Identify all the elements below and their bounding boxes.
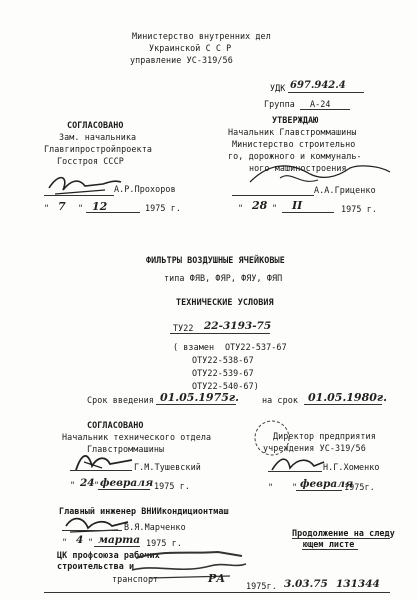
udk-value: 697.942.4	[290, 80, 346, 91]
bottom-left-quote-open: "	[70, 480, 76, 490]
bottom-right-line1: Директор предприятия	[273, 431, 376, 441]
left-approval-quote-close: "	[78, 203, 84, 213]
udk-underline	[288, 92, 364, 93]
term-label: на срок	[262, 395, 298, 405]
bottom-left-date-month: февраля	[100, 477, 154, 489]
right-approval-name: А.А.Гриценко	[314, 185, 376, 195]
reg-mark: РА	[208, 572, 226, 585]
continuation-line1: Продолжение на следу	[292, 528, 395, 538]
engineer-date-month: марта	[98, 534, 141, 546]
left-approval-date-month: 12	[92, 200, 108, 213]
continuation-line2: ющем листе	[303, 539, 355, 549]
right-approval-line3: го, дорожного и коммуналь-	[228, 151, 362, 161]
intro-date-underline	[156, 404, 236, 405]
right-approval-sign-line	[232, 195, 314, 196]
right-approval-date-year: 1975 г.	[341, 204, 377, 214]
bottom-left-date-year: 1975 г.	[154, 481, 190, 491]
bottom-right-quote-open: "	[268, 482, 274, 492]
reg-year: 1975г.	[246, 581, 277, 591]
engineer-signature	[62, 512, 132, 536]
bottom-left-date-day: 24	[80, 477, 95, 489]
reg-date: 3.03.75	[284, 578, 328, 590]
right-approval-quote-close: "	[272, 203, 278, 213]
term-value: 01.05.1980г.	[308, 391, 387, 404]
replaces-item-3: ОТУ22-539-67	[192, 368, 254, 378]
bottom-right-quote-close: "	[292, 482, 298, 492]
engineer-date-year: 1975 г.	[146, 538, 182, 548]
intro-date-label: Срок введения	[87, 395, 154, 405]
tu-number: 22-3193-75	[204, 320, 272, 332]
document-subtitle: типа ФЯВ, ФЯР, ФЯУ, ФЯП	[164, 273, 283, 283]
tu-underline	[170, 333, 270, 334]
left-approval-date-day: 7	[58, 200, 66, 213]
engineer-sign-line	[62, 530, 122, 531]
bottom-left-quote-close: "	[94, 480, 100, 490]
left-approval-signature	[45, 168, 125, 198]
bottom-right-date-year: 1975г.	[344, 482, 375, 492]
left-approval-title: СОГЛАСОВАНО	[67, 120, 124, 130]
group-value: А-24	[310, 99, 331, 109]
bottom-right-name: Н.Г.Хоменко	[323, 462, 380, 472]
left-approval-month-line	[86, 212, 140, 213]
bottom-left-line2: Главстроммашины	[87, 444, 165, 454]
group-underline	[300, 109, 350, 110]
bottom-right-month-line	[296, 490, 342, 491]
right-approval-title: УТВЕРЖДАЮ	[272, 115, 319, 125]
left-approval-line1: Зам. начальника	[59, 132, 137, 142]
bottom-right-date-month: февраля	[300, 478, 354, 490]
right-approval-date-month: II	[292, 199, 303, 212]
left-approval-line2: Главгипростройпроекта	[44, 144, 152, 154]
engineer-name: В.Я.Марченко	[124, 522, 186, 532]
replaces-item-1: ОТУ22-537-67	[225, 342, 287, 352]
document-title: ФИЛЬТРЫ ВОЗДУШНЫЕ ЯЧЕЙКОВЫЕ	[146, 255, 285, 265]
tu-prefix: ТУ22	[173, 323, 194, 333]
engineer-month-line	[94, 546, 140, 547]
replaces-open: ( взамен	[173, 342, 215, 352]
right-approval-quote-open: "	[238, 203, 244, 213]
continuation-underline2	[302, 549, 358, 550]
engineer-line: Главный инженер ВНИИкондиционтмаш	[59, 506, 229, 516]
group-label: Группа	[264, 99, 295, 109]
left-approval-date-year: 1975 г.	[145, 203, 181, 213]
union-line3: транспорт	[112, 574, 159, 584]
replaces-item-4: ОТУ22-540-67)	[192, 381, 259, 391]
intro-date-value: 01.05.1975г.	[160, 391, 239, 404]
bottom-right-signature	[268, 452, 328, 476]
left-approval-line3: Госстроя СССР	[57, 156, 124, 166]
union-line1: ЦК профсоюза рабочих	[57, 550, 160, 560]
bottom-left-sign-line	[70, 470, 132, 471]
engineer-quote-close: "	[88, 537, 94, 547]
department-line: управление УС-319/56	[130, 55, 233, 65]
republic-line: Украинской С С Р	[149, 43, 232, 53]
bottom-left-title: СОГЛАСОВАНО	[87, 420, 144, 430]
left-approval-sign-line	[44, 195, 114, 196]
right-approval-line4: ного машиностроения	[249, 163, 347, 173]
footer-rule	[44, 592, 390, 593]
bottom-right-sign-line	[268, 471, 322, 472]
ministry-line: Министерство внутренних дел	[132, 31, 271, 41]
left-approval-quote-open: "	[44, 203, 50, 213]
left-approval-name: А.Р.Прохоров	[114, 184, 176, 194]
bottom-left-line1: Начальник технического отдела	[62, 432, 212, 442]
right-approval-date-day: 28	[252, 199, 268, 212]
bottom-left-name: Г.М.Тушевский	[134, 462, 201, 472]
right-approval-line2: Министерство строительно	[232, 139, 356, 149]
document-type: ТЕХНИЧЕСКИЕ УСЛОВИЯ	[176, 297, 274, 307]
bottom-left-month-line	[98, 489, 150, 490]
bottom-right-line2: учреждения УС-319/56	[263, 443, 366, 453]
right-approval-month-line	[282, 212, 334, 213]
term-underline	[304, 404, 382, 405]
union-line2: строительства и	[57, 561, 135, 571]
right-approval-line1: Начальник Главстроммашины	[228, 127, 357, 137]
engineer-quote-open: "	[62, 537, 68, 547]
engineer-date-day: 4	[76, 534, 84, 546]
replaces-item-2: ОТУ22-538-67	[192, 355, 254, 365]
union-stamp	[130, 548, 250, 582]
reg-number: 131344	[336, 578, 380, 590]
udk-label: УДК	[270, 83, 286, 93]
